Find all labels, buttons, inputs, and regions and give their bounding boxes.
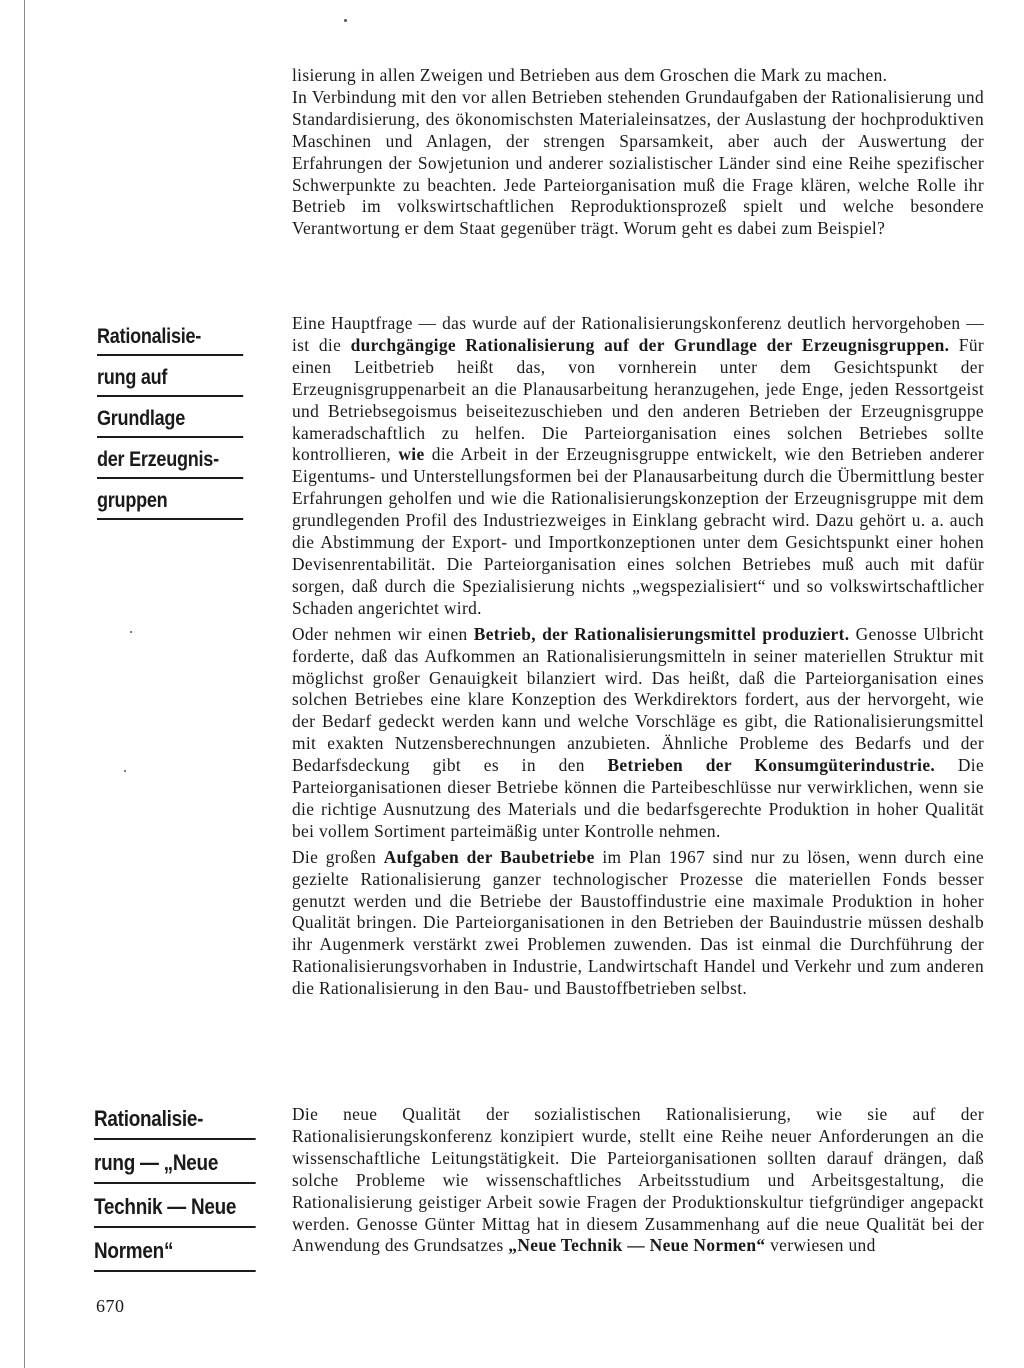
body-text-upper (292, 65, 984, 240)
margin-heading-line: rung auf (97, 366, 243, 397)
emphasis: durchgängige Rationalisierung auf der Grundlage der Erzeugnisgruppen. (350, 334, 950, 355)
paragraph-6: Die neue Qualität der sozialistischen Rationalisierung, wie sie auf der Rationalisierungskonferenz konzipiert wurde, stellt eine Reihe neuer Anforderungen an die wissenschaftliche Leitungstätigkeit. Die Parteiorganisationen sollten darauf drängen, daß solche Probleme wie wissenschaftliches Arbeitsstudium und Arbeitsgestaltung, die Rationalisierung geistiger Arbeit sowie Fragen der Produktionskultur tiefgründiger angepackt werden. Genosse Günter Mittag hat in diesem Zusammenhang auf die neue Qualität bei der Anwendung des Grundsatzes „Neue Technik — Neue Normen“ verwiesen und (292, 1104, 984, 1256)
margin-heading-line: rung — „Neue (94, 1150, 256, 1184)
emphasis: Betrieben der Konsumgüterindustrie. (607, 755, 936, 776)
speck (130, 631, 132, 633)
emphasis: „Neue Technik — Neue Normen“ (508, 1235, 766, 1256)
speck (344, 19, 347, 22)
emphasis: wie (398, 444, 425, 465)
paragraph-4: Oder nehmen wir einen Betrieb, der Rationalisierungsmittel produziert. Genosse Ulbricht forderte, daß das Aufkommen an Rationalisierungsmitteln in seiner materiellen Struktur mit möglichst großer Genauigkeit bilanziert wird. Das heißt, daß die Parteiorganisation eines solchen Betriebes eine klare Konzeption des Werkdirektors fordert, aus der hervorgeht, wie der Bedarf gedeckt werden kann und welche Vorschläge es gibt, die Rationalisierungsmittel mit exakten Nutzensberechnungen anzubieten. Ähnliche Probleme des Bedarfs und der Bedarfsdeckung gibt es in den Betrieben der Konsumgüterindustrie. Die Parteiorganisationen dieser Betriebe können die Parteibeschlüsse nur verwirklichen, wenn sie die richtige Ausnutzung des Materials und die bedarfsgerechte Produktion in hoher Qualität bei vollem Sortiment parteimäßig unter Kontrolle nehmen. (292, 623, 985, 841)
margin-heading-line: Normen“ (94, 1238, 256, 1272)
body-text-section-1 (292, 313, 984, 1000)
margin-heading-line: Technik — Neue (94, 1194, 256, 1228)
page-number: 670 (96, 1296, 125, 1316)
emphasis: Aufgaben der Baubetriebe (383, 846, 595, 867)
margin-heading-line: der Erzeugnis- (97, 448, 243, 479)
paragraph-5: Die großen Aufgaben der Baubetriebe im Plan 1967 sind nur zu lösen, wenn durch eine gezielte Rationalisierung ganzer technologischer Prozesse die materiellen Fonds besser genutzt werden und die Betriebe der Baustoffindustrie eine maximale Produktion in hoher Qualität bringen. Die Parteiorganisationen in den Betrieben der Bauindustrie müssen deshalb ihr Augenmerk verstärkt zwei Problemen zuwenden. Das ist einmal die Durchführung der Rationalisierungsvorhaben in Industrie, Landwirtschaft Handel und Verkehr und zum anderen die Rationalisierung in den Bau- und Baustoffbetrieben selbst. (292, 846, 984, 999)
margin-heading-line: gruppen (97, 489, 243, 520)
margin-heading-2 (94, 1106, 256, 1282)
paragraph-2: In Verbindung mit den vor allen Betrieben stehenden Grundaufgaben der Rationalisierung und Standardisierung, des ökonomischsten Materialeinsatzes, der Auslastung der hochproduktiven Maschinen und Anlagen, der strengen Sparsamkeit, aber auch der Auswertung der Erfahrungen der Sowjetunion und anderer sozialistischer Länder sind eine Reihe spezifischer Schwerpunkte zu beachten. Jede Parteiorganisation muß die Frage klären, welche Rolle ihr Betrieb im volkswirtschaftlichen Reproduktionsprozeß spielt und welche besondere Verantwortung er dem Staat gegenüber trägt. Worum geht es dabei zum Beispiel? (292, 86, 984, 239)
paragraph-1: lisierung in allen Zweigen und Betrieben aus dem Groschen die Mark zu machen. (292, 65, 888, 85)
margin-heading-line: Rationalisie- (94, 1106, 256, 1140)
margin-heading-line: Grundlage (97, 407, 243, 438)
paragraph-3: Eine Hauptfrage — das wurde auf der Rationalisierungskonferenz deutlich hervorgehoben — ist die durchgängige Rationalisierung auf der Grundlage der Erzeugnisgruppen. Für einen Leitbetrieb heißt das, von vornherein unter dem Gesichtspunkt der Erzeugnisgruppenarbeit an die Planausarbeitung heranzugehen, jede Enge, jeden Ressortgeist und Betriebsegoismus beiseitezuschieben und den anderen Betrieben der Erzeugnisgruppe kameradschaftlich zu helfen. Die Parteiorganisation eines solchen Betriebes sollte kontrollieren, wie die Arbeit in der Erzeugnisgruppe entwickelt, wie den Betrieben anderer Eigentums- und Unterstellungsformen bei der Planausarbeitung durch die Übermittlung bester Erfahrungen geholfen und wie die Rationalisierungskonzeption der Erzeugnisgruppe mit dem grundlegenden Profil des Industriezweiges in Einklang gebracht wird. Dazu gehört u. a. auch die Abstimmung der Export- und Importkonzeptionen unter dem Gesichtspunkt einer hohen Devisenrentabilität. Die Parteiorganisation eines solchen Betriebes muß auch mit dafür sorgen, daß durch die Spezialisierung nichts „wegspezialisiert“ und so volkswirtschaftlicher Schaden angerichtet wird. (292, 313, 984, 618)
margin-heading-1 (97, 325, 243, 530)
emphasis: Betrieb, der Rationalisierungsmittel produziert. (473, 623, 850, 644)
margin-heading-line: Rationalisie- (97, 325, 243, 356)
speck (124, 770, 126, 772)
left-edge-line (24, 0, 25, 1368)
body-text-section-2 (292, 1104, 984, 1257)
